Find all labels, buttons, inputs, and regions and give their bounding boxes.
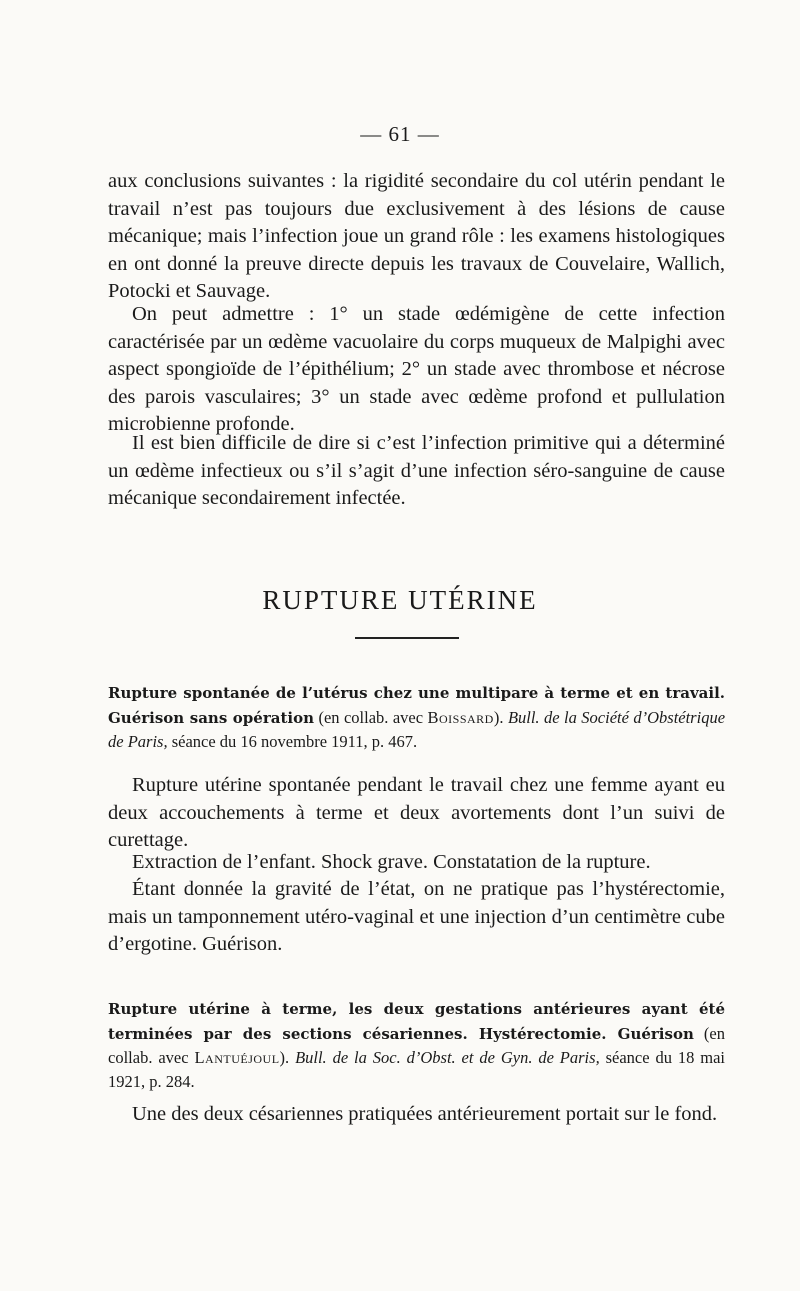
intro-paragraph-2-text: On peut admettre : 1° un stade œdémigène de cette infection caractérisée par un œdème vacuolaire du corps muqueux de Malpighi avec aspect spongioïde de l’épithélium; 2° un stade avec thrombose et nécrose des parois vasculaires; 3° un stade avec œdème profond et pullulation microbienne profonde. [108, 303, 725, 435]
body-1-paragraph-2-text: Extraction de l’enfant. Shock grave. Constatation de la rupture. [132, 851, 651, 873]
intro-paragraph-3 [108, 430, 725, 513]
page-number: — 61 — [360, 122, 440, 146]
reference-1-collab-suffix: ). [493, 707, 504, 727]
intro-paragraph-2 [108, 301, 725, 439]
body-1-paragraph-2 [108, 849, 725, 877]
body-2-paragraph-1-text: Une des deux césariennes pratiquées antérieurement portait sur le fond. [132, 1103, 718, 1125]
reference-2 [108, 997, 725, 1093]
body-1-paragraph-3 [108, 876, 725, 959]
reference-1-journal: Bull. de la Société d’Obstétrique de Paris, [108, 707, 726, 751]
body-1-paragraph-3-text: Étant donnée la gravité de l’état, on ne pratique pas l’hystérectomie, mais un tamponnement utéro-vaginal et une injection d’un centimètre cube d’ergotine. Guérison. [108, 878, 725, 955]
reference-1-title: Rupture spontanée de l’utérus chez une multipare à terme et en travail. Guérison sans opération [108, 684, 725, 727]
section-title: RUPTURE UTÉRINE [262, 585, 538, 615]
intro-paragraph-1-text: aux conclusions suivantes : la rigidité secondaire du col utérin pendant le travail n’est pas toujours due exclusivement à des lésions de cause mécanique; mais l’infection joue un grand rôle : les examens histologiques en ont donné la preuve directe depuis les travaux de Couvelaire, Wallich, Potocki et Sauvage. [108, 170, 725, 302]
reference-2-collab-suffix: ). [279, 1048, 290, 1067]
body-1-paragraph-1-text: Rupture utérine spontanée pendant le travail chez une femme ayant eu deux accouchements à terme et deux avortements dont l’un suivi de curettage. [108, 774, 725, 851]
body-2-paragraph-1 [108, 1101, 725, 1129]
title-rule [355, 637, 459, 639]
intro-paragraph-3-text: Il est bien difficile de dire si c’est l’infection primitive qui a déterminé un œdème infectieux ou s’il s’agit d’une infection séro-sanguine de cause mécanique secondairement infectée. [108, 432, 725, 509]
reference-1-session: séance du 16 novembre 1911, p. 467. [171, 732, 418, 751]
reference-1 [108, 681, 725, 754]
reference-2-collab-prefix: (en collab. avec [108, 1023, 725, 1067]
reference-2-collab-name: Lantuéjoul [194, 1048, 280, 1067]
reference-2-title: Rupture utérine à terme, les deux gestations antérieures ayant été terminées par des sections césariennes. Hystérectomie. Guérison [108, 1000, 725, 1043]
body-1-paragraph-1 [108, 772, 725, 855]
reference-2-session: séance du 18 mai 1921, p. 284. [108, 1048, 726, 1091]
reference-1-collab-name: Boissard [427, 707, 494, 727]
intro-paragraph-1 [108, 168, 725, 306]
reference-1-collab-prefix: (en collab. avec [318, 707, 428, 727]
reference-2-journal: Bull. de la Soc. d’Obst. et de Gyn. de Paris, [295, 1048, 600, 1067]
